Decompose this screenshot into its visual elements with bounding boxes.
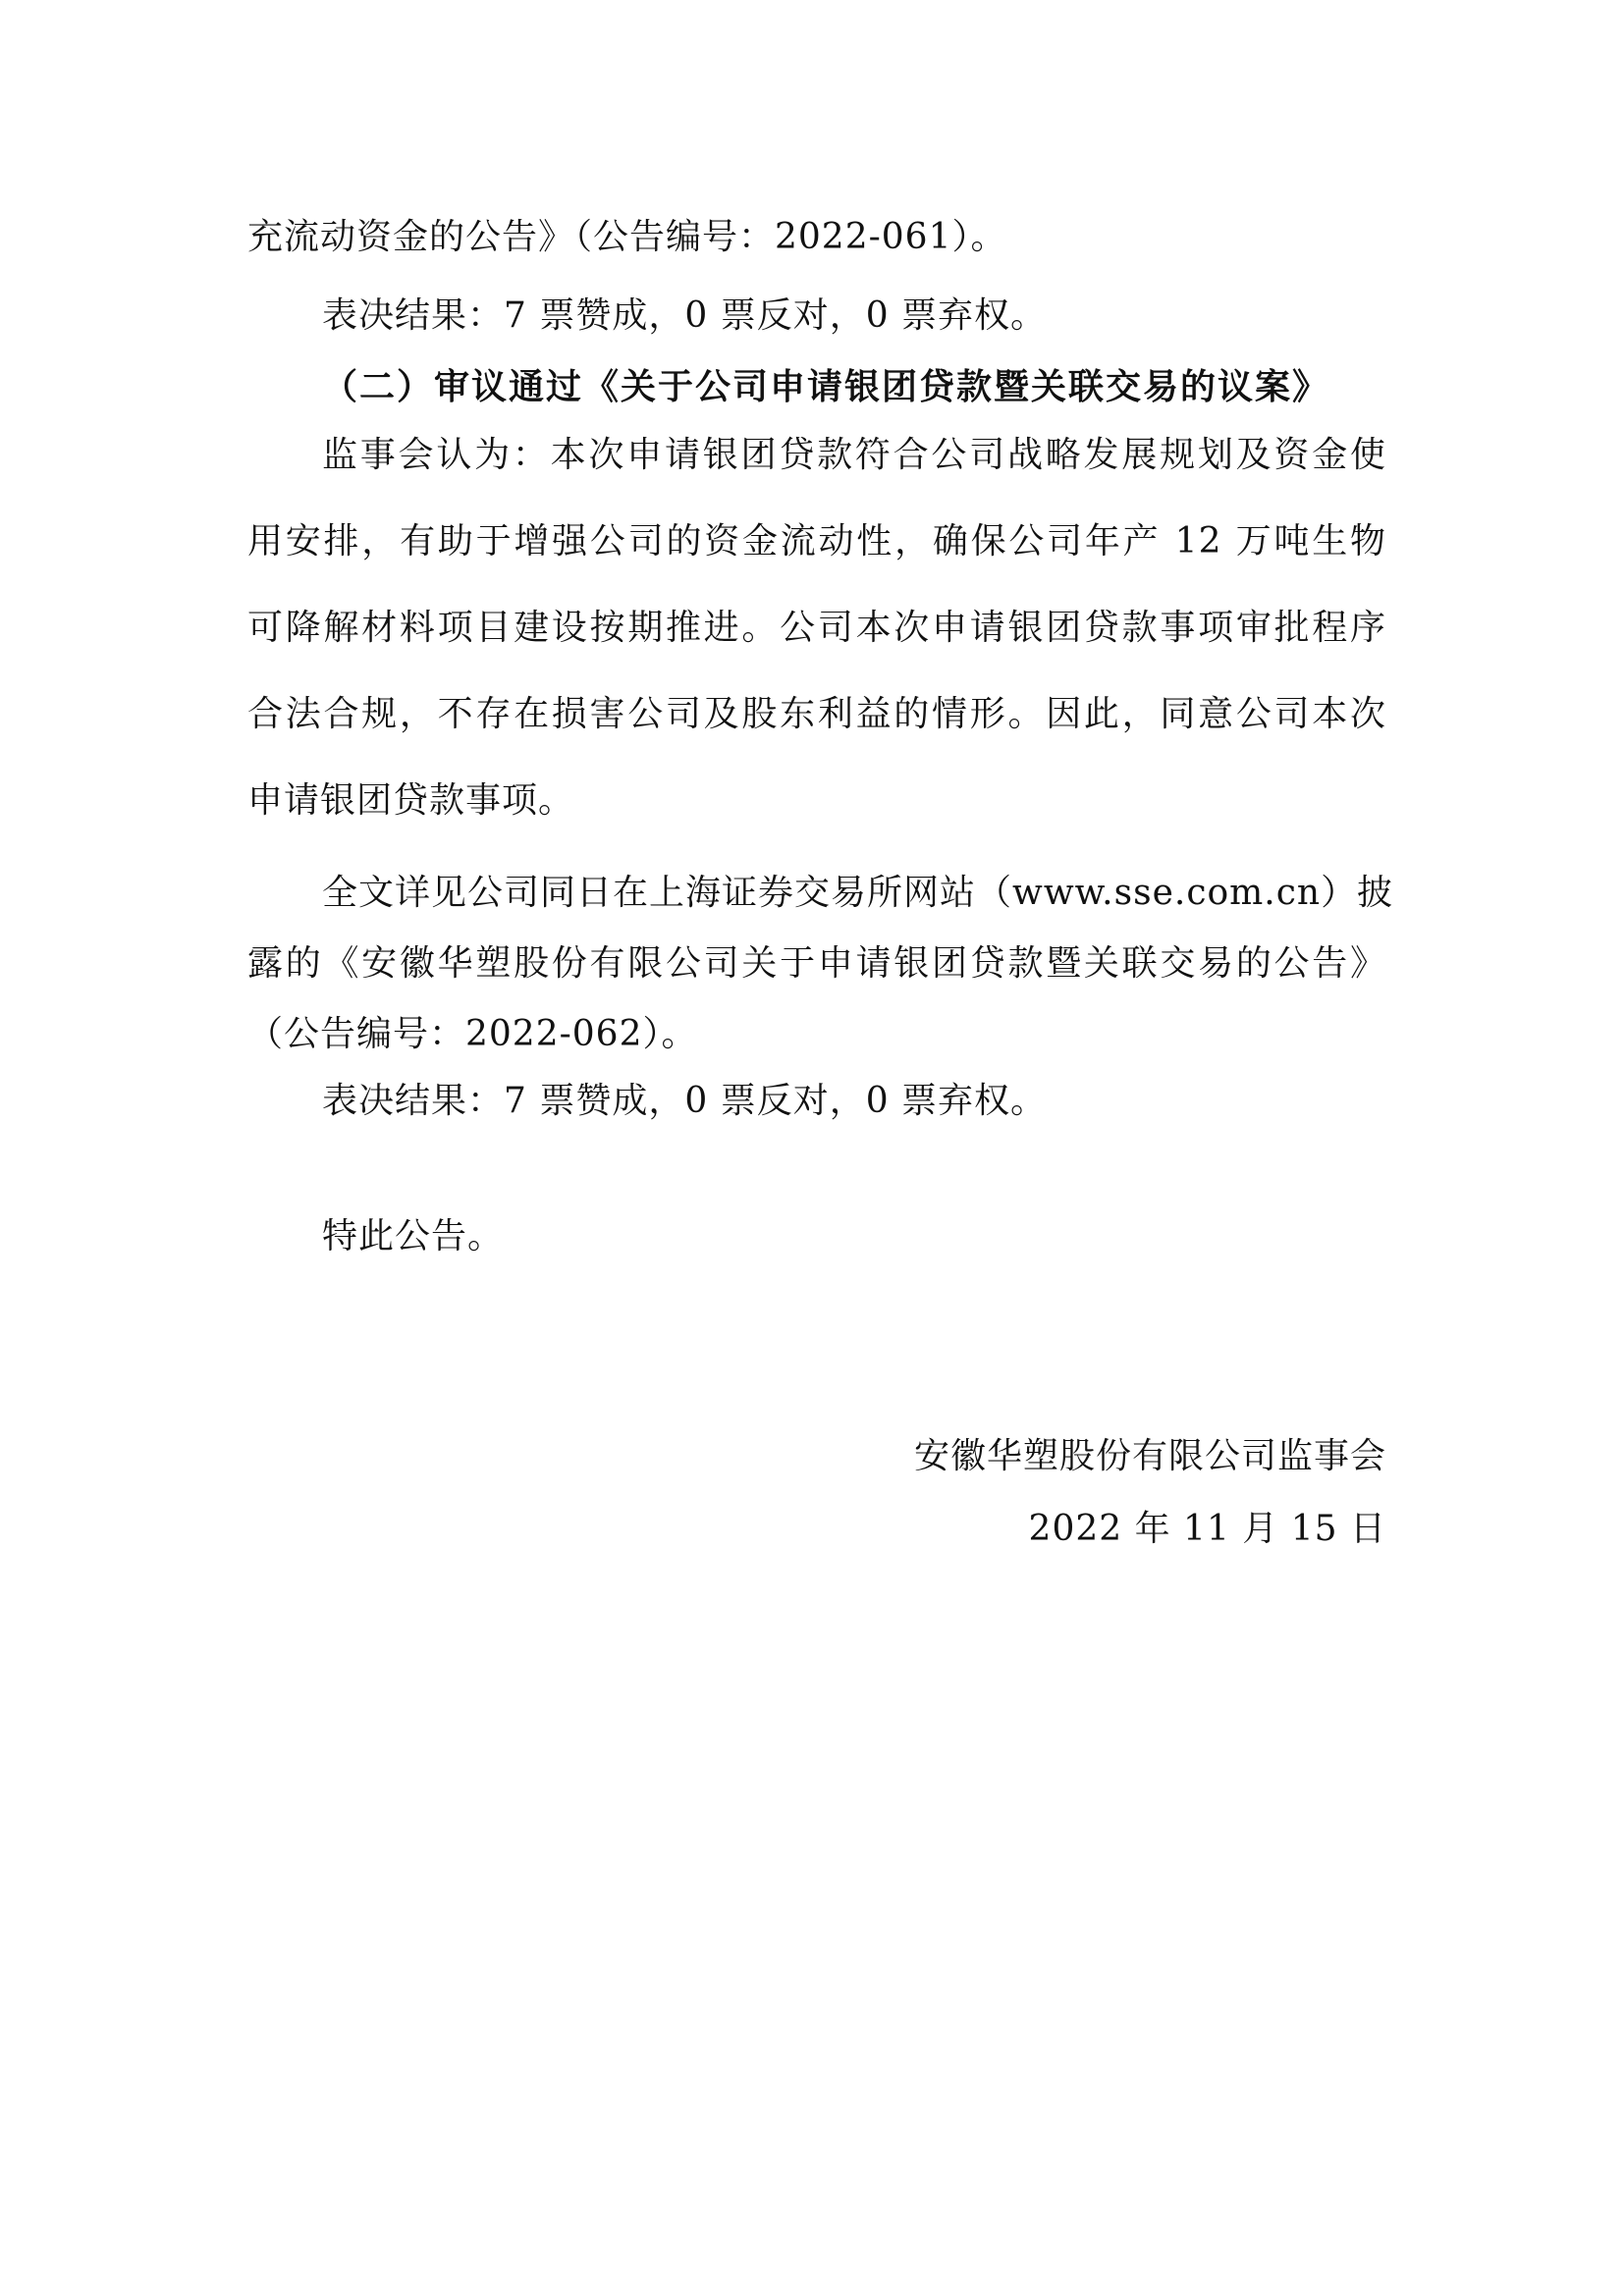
paragraph-line: 可降解材料项目建设按期推进。公司本次申请银团贷款事项审批程序: [247, 608, 1386, 648]
paragraph-line: 露的《安徽华塑股份有限公司关于申请银团贷款暨关联交易的公告》: [247, 943, 1386, 984]
signature-org: 安徽华塑股份有限公司监事会: [913, 1436, 1386, 1476]
signature-date: 2022 年 11 月 15 日: [1028, 1509, 1386, 1549]
closing-statement: 特此公告。: [322, 1216, 505, 1256]
paragraph-line: 合法合规，不存在损害公司及股东利益的情形。因此，同意公司本次: [247, 694, 1386, 734]
vote-result-1: 表决结果：7 票赞成，0 票反对，0 票弃权。: [322, 295, 1048, 336]
paragraph-line: 用安排，有助于增强公司的资金流动性，确保公司年产 12 万吨生物: [247, 521, 1386, 561]
vote-result-2: 表决结果：7 票赞成，0 票反对，0 票弃权。: [322, 1081, 1048, 1121]
paragraph-line: 全文详见公司同日在上海证券交易所网站（www.sse.com.cn）披: [322, 873, 1394, 913]
paragraph-line: （公告编号：2022-062）。: [247, 1014, 698, 1054]
paragraph-line: 充流动资金的公告》（公告编号：2022-061）。: [247, 217, 1007, 257]
paragraph-line: 申请银团贷款事项。: [247, 780, 575, 821]
paragraph-line: 监事会认为：本次申请银团贷款符合公司战略发展规划及资金使: [322, 435, 1386, 475]
section-heading: （二）审议通过《关于公司申请银团贷款暨关联交易的议案》: [322, 366, 1330, 407]
